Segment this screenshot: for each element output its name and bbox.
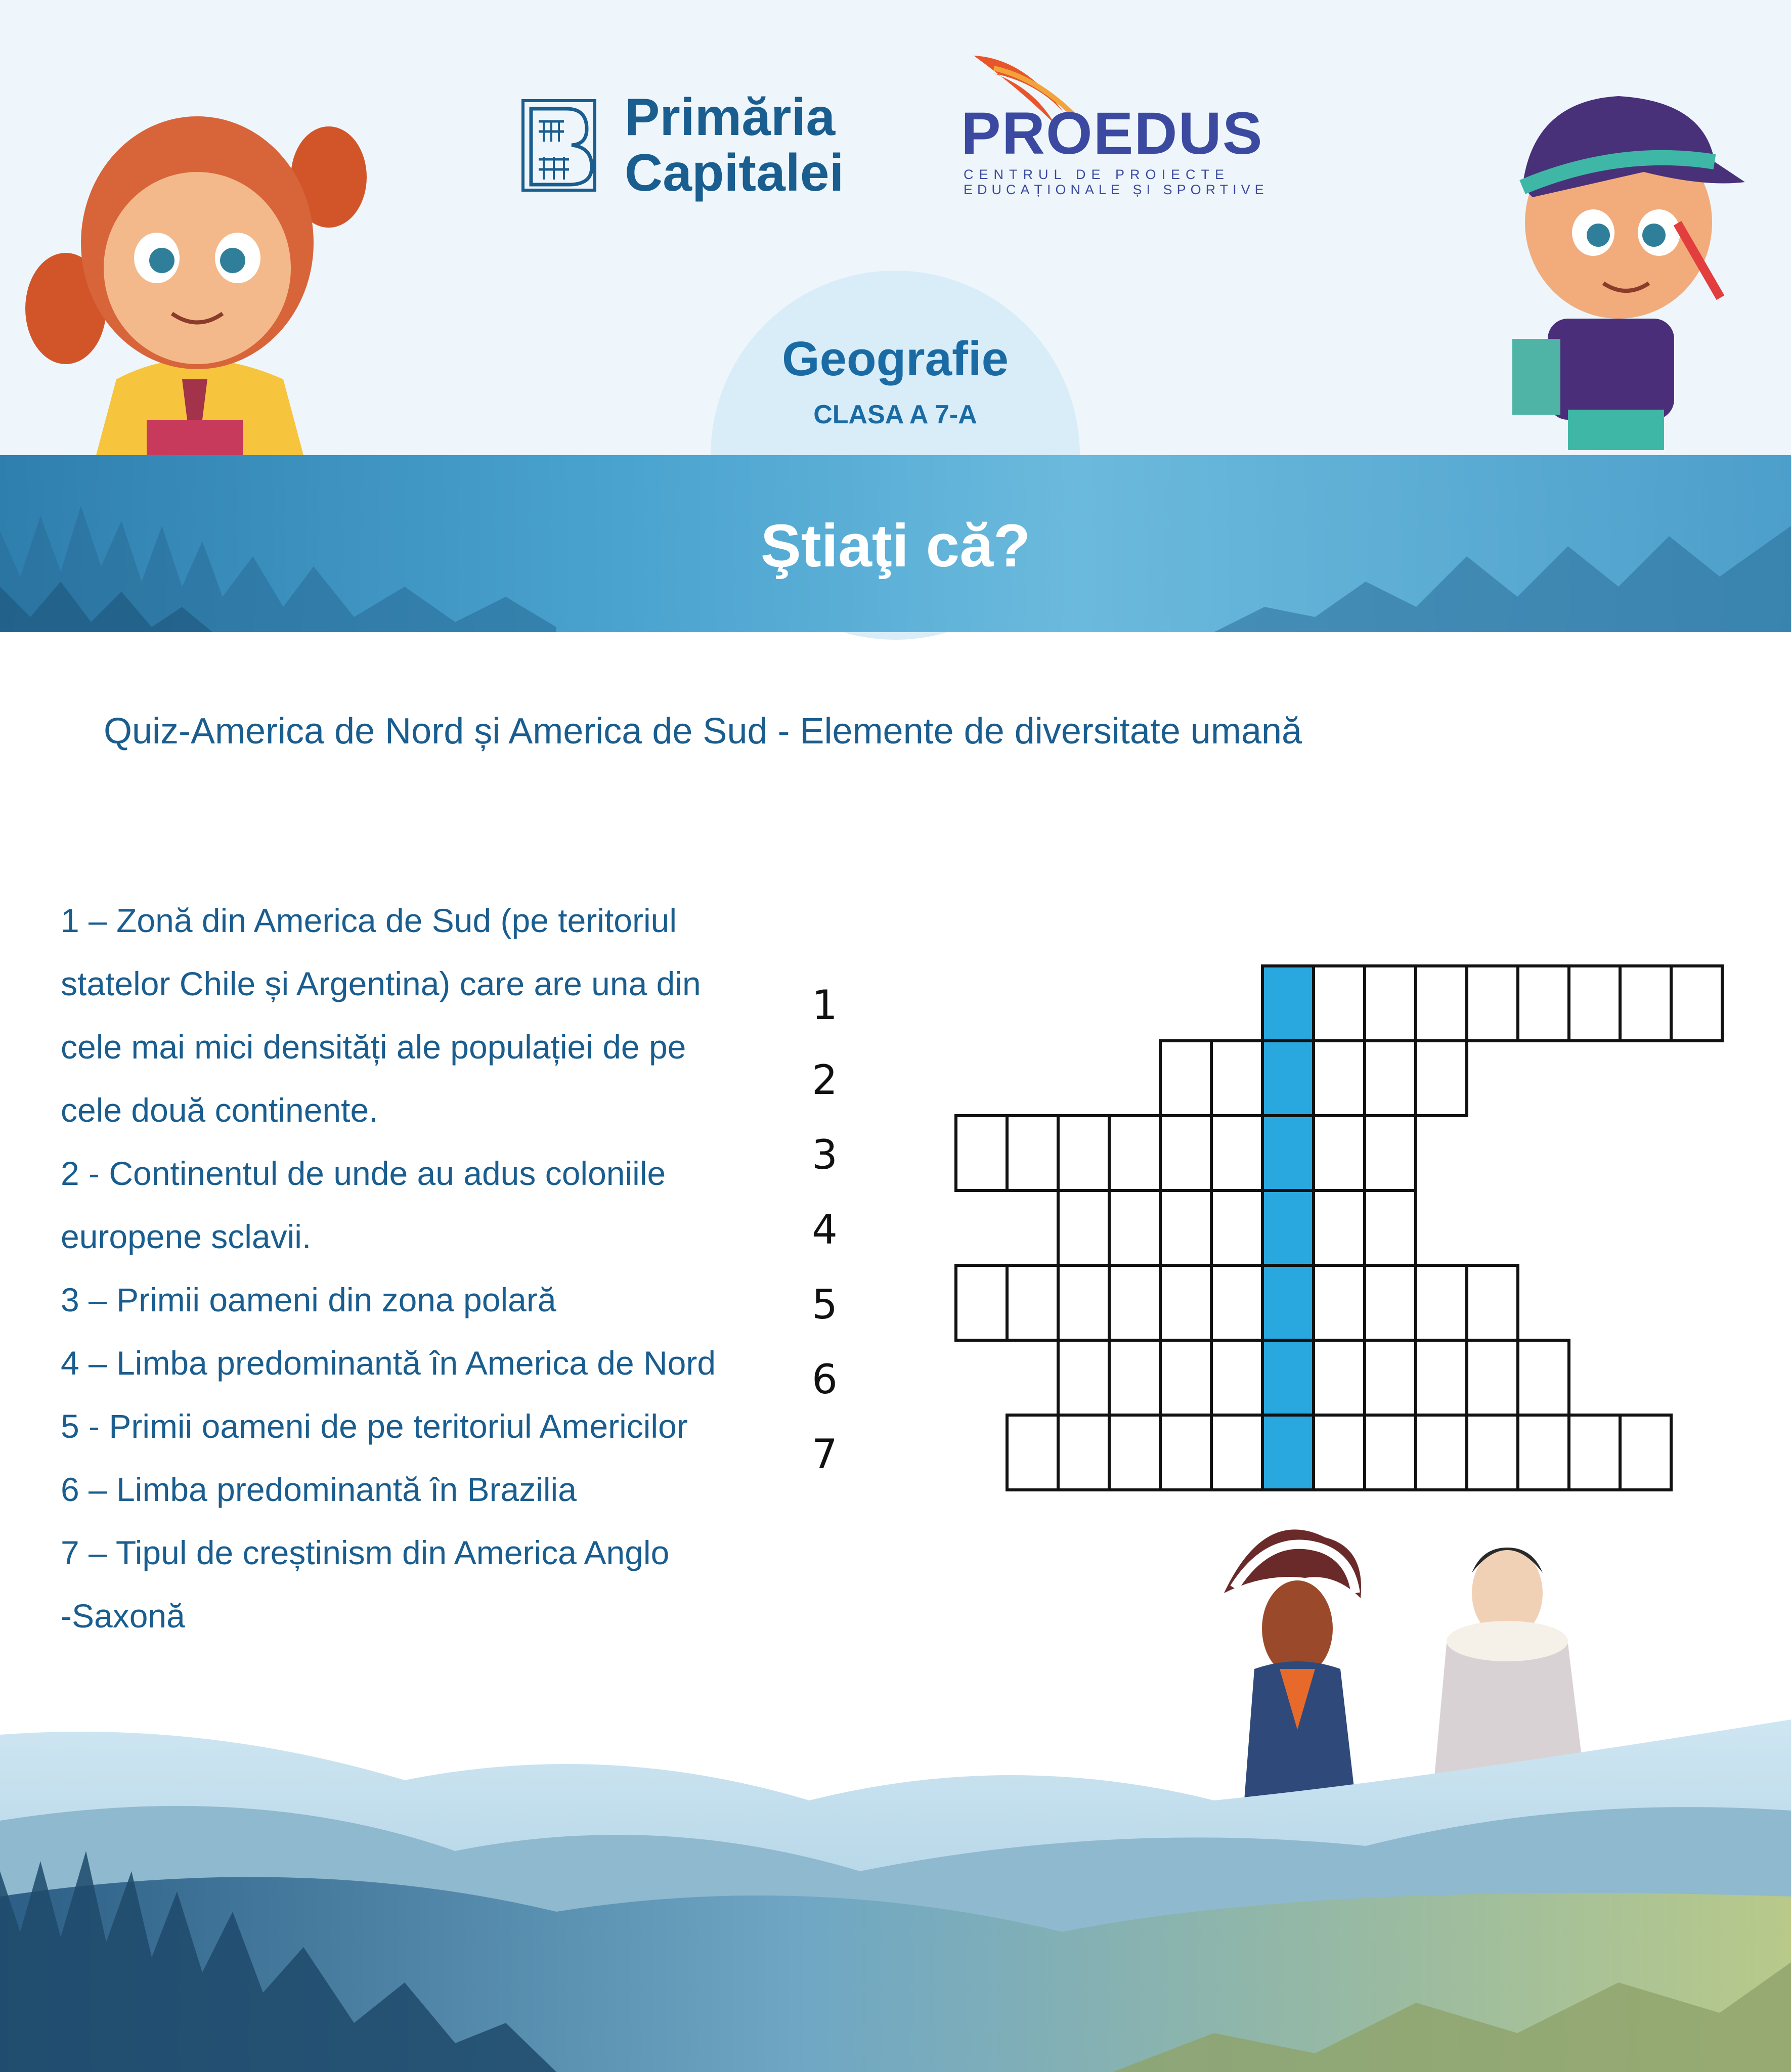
crossword-cell[interactable] [1518, 966, 1569, 1041]
crossword-cell[interactable] [1109, 1415, 1160, 1490]
crossword-key-cell[interactable] [1262, 1116, 1314, 1191]
proedus-logo-subtitle-1: CENTRUL DE PROIECTE [964, 167, 1230, 182]
crossword-cell[interactable] [1416, 1041, 1467, 1116]
crossword-row-number: 7 [812, 1431, 838, 1478]
crossword-cell[interactable] [1109, 1191, 1160, 1265]
crossword-cell[interactable] [1160, 1191, 1211, 1265]
clue-line: statelor Chile și Argentina) care are una din [61, 965, 701, 1002]
crossword-cell[interactable] [1007, 1415, 1058, 1490]
proedus-logo-name: PROEDUS [961, 100, 1263, 167]
crossword-cell[interactable] [1365, 1041, 1416, 1116]
crossword-cell[interactable] [1058, 1116, 1109, 1191]
proedus-logo-subtitle-2: EDUCAȚIONALE ȘI SPORTIVE [964, 182, 1269, 197]
crossword-cell[interactable] [1467, 1415, 1518, 1490]
clue-line: cele două continente. [61, 1091, 378, 1129]
mountain-landscape-decoration [0, 1720, 1791, 2072]
crossword-cell[interactable] [1007, 1116, 1058, 1191]
clue-line: 6 – Limba predominantă în Brazilia [61, 1471, 577, 1508]
clue-line: cele mai mici densități ale populației de pe [61, 1028, 686, 1066]
subject-title: Geografie [781, 332, 1009, 386]
primaria-logo-line1: Primăria [625, 88, 836, 147]
quiz-title: Quiz-America de Nord și America de Sud - Elemente de diversitate umană [104, 711, 1302, 752]
crossword-cell[interactable] [1467, 1265, 1518, 1340]
crossword-key-cell[interactable] [1262, 966, 1314, 1041]
clue-line: 1 – Zonă din America de Sud (pe teritoriul [61, 902, 677, 939]
crossword-cell[interactable] [1314, 966, 1365, 1041]
crossword-cell[interactable] [1314, 1191, 1365, 1265]
crossword-cell[interactable] [1467, 966, 1518, 1041]
crossword-cell[interactable] [1467, 1340, 1518, 1415]
girl-character-illustration [20, 56, 369, 455]
crossword-cell[interactable] [1211, 1340, 1262, 1415]
crossword-row-number: 6 [812, 1356, 838, 1403]
crossword-cell[interactable] [1058, 1415, 1109, 1490]
crossword-cell[interactable] [1314, 1265, 1365, 1340]
crossword-key-cell[interactable] [1262, 1265, 1314, 1340]
crossword-cell[interactable] [1211, 1191, 1262, 1265]
clue-line: europene sclavii. [61, 1218, 312, 1255]
crossword-cell[interactable] [1211, 1415, 1262, 1490]
crossword-cell[interactable] [1620, 966, 1671, 1041]
crossword-cell[interactable] [1518, 1415, 1569, 1490]
crossword-key-cell[interactable] [1262, 1340, 1314, 1415]
boy-character-illustration [1492, 56, 1755, 455]
crossword-cell[interactable] [1569, 966, 1620, 1041]
clue-line: 3 – Primii oameni din zona polară [61, 1281, 556, 1318]
crossword-cell[interactable] [1160, 1265, 1211, 1340]
crossword-cell[interactable] [1314, 1116, 1365, 1191]
crossword-cell[interactable] [1416, 1265, 1467, 1340]
crossword-cell[interactable] [1160, 1116, 1211, 1191]
crossword-cell[interactable] [1211, 1041, 1262, 1116]
crossword-row-number: 2 [812, 1056, 838, 1104]
crossword-cell[interactable] [1314, 1340, 1365, 1415]
crossword-cell[interactable] [1058, 1340, 1109, 1415]
crossword-key-cell[interactable] [1262, 1041, 1314, 1116]
crossword-cell[interactable] [1365, 1265, 1416, 1340]
crossword-cell[interactable] [1365, 966, 1416, 1041]
banner-title: Ştiaţi că? [760, 512, 1031, 580]
clue-line: -Saxonă [61, 1597, 185, 1635]
crossword-cell[interactable] [1620, 1415, 1671, 1490]
crossword-cell[interactable] [1365, 1415, 1416, 1490]
crossword-cell[interactable] [1518, 1340, 1569, 1415]
crossword-grid [804, 961, 1750, 1492]
crossword-cell[interactable] [1058, 1265, 1109, 1340]
crossword-row-number: 3 [812, 1131, 838, 1178]
crossword-cell[interactable] [1109, 1340, 1160, 1415]
crossword-cell[interactable] [1109, 1116, 1160, 1191]
crossword-cell[interactable] [1365, 1116, 1416, 1191]
crossword-cell[interactable] [1160, 1041, 1211, 1116]
class-label: CLASA A 7-A [813, 400, 977, 429]
clue-line: 2 - Continentul de unde au adus coloniile [61, 1155, 666, 1192]
crossword-cell[interactable] [1109, 1265, 1160, 1340]
crossword-cell[interactable] [1416, 1415, 1467, 1490]
crossword-row-number: 1 [812, 982, 838, 1029]
crossword-cell[interactable] [1416, 1340, 1467, 1415]
clue-list [61, 895, 794, 1654]
crossword-cell[interactable] [1160, 1415, 1211, 1490]
crossword-cell[interactable] [1671, 966, 1722, 1041]
crossword-cell[interactable] [1211, 1265, 1262, 1340]
crossword-cell[interactable] [1365, 1191, 1416, 1265]
crossword-cell[interactable] [1160, 1340, 1211, 1415]
crossword-cell[interactable] [1365, 1340, 1416, 1415]
crossword-cell[interactable] [956, 1116, 1007, 1191]
crossword-cell[interactable] [1314, 1041, 1365, 1116]
crossword-cell[interactable] [1416, 966, 1467, 1041]
crossword-cell[interactable] [1007, 1265, 1058, 1340]
primaria-logo-icon [521, 99, 597, 192]
crossword-key-cell[interactable] [1262, 1191, 1314, 1265]
crossword-row-number: 5 [812, 1281, 838, 1328]
crossword-cell[interactable] [1314, 1415, 1365, 1490]
crossword-cell[interactable] [1211, 1116, 1262, 1191]
clue-line: 5 - Primii oameni de pe teritoriul Americilor [61, 1407, 688, 1445]
crossword-cell[interactable] [1569, 1415, 1620, 1490]
clue-line: 7 – Tipul de creștinism din America Anglo [61, 1534, 670, 1571]
primaria-logo-line2: Capitalei [625, 144, 844, 202]
crossword-row-number: 4 [812, 1206, 838, 1253]
clue-line: 4 – Limba predominantă în America de Nord [61, 1344, 716, 1382]
crossword-key-cell[interactable] [1262, 1415, 1314, 1490]
crossword-cell[interactable] [956, 1265, 1007, 1340]
crossword-cell[interactable] [1058, 1191, 1109, 1265]
